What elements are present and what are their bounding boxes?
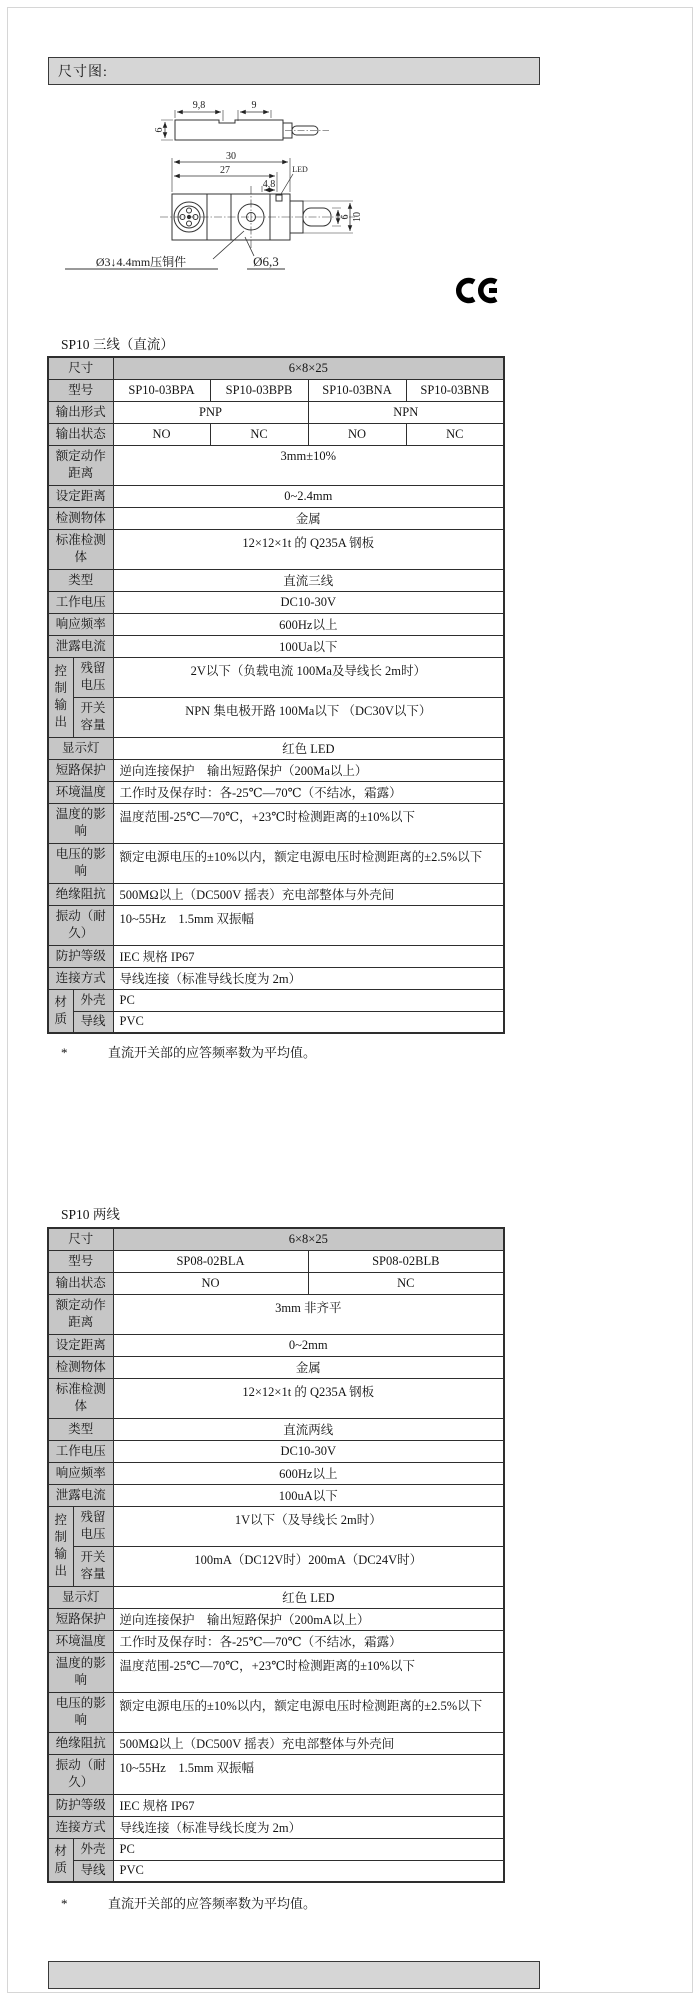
row-value-type: 直流两线 xyxy=(113,1418,504,1440)
row-label-output-state: 输出状态 xyxy=(48,423,113,445)
row-value-detect-object: 金属 xyxy=(113,1356,504,1378)
row-value-size: 6×8×25 xyxy=(113,357,504,379)
row-label-short-protect: 短路保护 xyxy=(48,759,113,781)
row-value-shell: PC xyxy=(113,989,504,1011)
row-label-working-voltage: 工作电压 xyxy=(48,591,113,613)
table1-footnote xyxy=(61,1042,316,1061)
row-value-response-freq: 600Hz以上 xyxy=(113,613,504,635)
dim-9-label: 9 xyxy=(251,100,257,111)
row-value-insulation: 500MΩ以上（DC500V 摇表）充电部整体与外壳间 xyxy=(113,1732,504,1754)
row-value-wire: PVC xyxy=(113,1860,504,1882)
spec-table-sp10-3wire xyxy=(47,356,505,1034)
row-value-ambient-temp: 工作时及保存时：各-25℃—70℃（不结冰，霜露） xyxy=(113,781,504,803)
row-value-ambient-temp: 工作时及保存时：各-25℃—70℃（不结冰，霜露） xyxy=(113,1630,504,1652)
row-label-indicator: 显示灯 xyxy=(48,737,113,759)
row-label-working-voltage: 工作电压 xyxy=(48,1440,113,1462)
output-state-cell: NO xyxy=(113,1272,308,1294)
row-label-short-protect: 短路保护 xyxy=(48,1608,113,1630)
row-value-size: 6×8×25 xyxy=(113,1228,504,1250)
row-label-indicator: 显示灯 xyxy=(48,1586,113,1608)
section-header-dimension-diagram xyxy=(48,57,540,85)
row-label-ambient-temp: 环境温度 xyxy=(48,1630,113,1652)
dim-6-side-label: 6 xyxy=(154,127,165,133)
ce-mark-icon xyxy=(453,275,499,306)
dimension-drawing xyxy=(55,98,495,274)
row-label-response-freq: 响应频率 xyxy=(48,1462,113,1484)
row-value-standard-object: 12×12×1t 的 Q235A 钢板 xyxy=(113,529,504,569)
row-label-leakage-current: 泄露电流 xyxy=(48,1484,113,1506)
row-value-leakage-current: 100uA以下 xyxy=(113,1484,504,1506)
footnote-text: 直流开关部的应答频率数为平均值。 xyxy=(108,1045,317,1060)
group-label-material: 材质 xyxy=(48,1838,73,1882)
row-value-switch-capacity: NPN 集电极开路 100Ma以下 （DC30V以下） xyxy=(113,697,504,737)
group-label-control-output: 控制输出 xyxy=(48,657,73,737)
row-value-vibration: 10~55Hz 1.5mm 双振幅 xyxy=(113,1754,504,1794)
footnote-text: 直流开关部的应答频率数为平均值。 xyxy=(108,1896,317,1911)
row-label-protection: 防护等级 xyxy=(48,1794,113,1816)
row-label-switch-capacity: 开关容量 xyxy=(73,1546,113,1586)
row-label-size: 尺寸 xyxy=(48,1228,113,1250)
row-value-protection: IEC 规格 IP67 xyxy=(113,945,504,967)
output-state-cell: NO xyxy=(113,423,210,445)
row-label-wire: 导线 xyxy=(73,1860,113,1882)
model-cell: SP10-03BPA xyxy=(113,379,210,401)
hole-dimension-label: Ø3↓4.4mm压铜件 xyxy=(95,255,187,269)
group-label-control-output: 控制输出 xyxy=(48,1506,73,1586)
output-state-cell: NC xyxy=(406,423,504,445)
row-value-rated-distance: 3mm±10% xyxy=(113,445,504,485)
row-label-vibration: 振动（耐久） xyxy=(48,905,113,945)
row-label-model: 型号 xyxy=(48,1250,113,1272)
row-value-voltage-effect: 额定电源电压的±10%以内，额定电源电压时检测距离的±2.5%以下 xyxy=(113,1692,504,1732)
dim-9-8-label: 9,8 xyxy=(192,100,206,111)
row-label-set-distance: 设定距离 xyxy=(48,485,113,507)
row-value-shell: PC xyxy=(113,1838,504,1860)
row-value-short-protect: 逆向连接保护 输出短路保护（200Ma以上） xyxy=(113,759,504,781)
row-label-set-distance: 设定距离 xyxy=(48,1334,113,1356)
section-header-next xyxy=(48,1961,540,1989)
row-label-voltage-effect: 电压的影响 xyxy=(48,843,113,883)
model-cell: SP08-02BLB xyxy=(308,1250,504,1272)
row-label-standard-object: 标准检测体 xyxy=(48,529,113,569)
dim-27-label: 27 xyxy=(220,165,230,176)
row-value-temp-effect: 温度范围-25℃—70℃，+23℃时检测距离的±10%以下 xyxy=(113,1652,504,1692)
row-value-indicator: 红色 LED xyxy=(113,737,504,759)
row-label-residual-voltage: 残留电压 xyxy=(73,1506,113,1546)
row-value-set-distance: 0~2.4mm xyxy=(113,485,504,507)
row-value-indicator: 红色 LED xyxy=(113,1586,504,1608)
row-label-leakage-current: 泄露电流 xyxy=(48,635,113,657)
row-label-size: 尺寸 xyxy=(48,357,113,379)
row-value-wire: PVC xyxy=(113,1011,504,1033)
row-label-output-form: 输出形式 xyxy=(48,401,113,423)
row-label-type: 类型 xyxy=(48,1418,113,1440)
row-value-detect-object: 金属 xyxy=(113,507,504,529)
model-cell: SP08-02BLA xyxy=(113,1250,308,1272)
output-state-cell: NO xyxy=(308,423,406,445)
group-label-material: 材质 xyxy=(48,989,73,1033)
row-value-temp-effect: 温度范围-25℃—70℃，+23℃时检测距离的±10%以下 xyxy=(113,803,504,843)
row-value-switch-capacity: 100mA（DC12V时）200mA（DC24V时） xyxy=(113,1546,504,1586)
row-label-detect-object: 检测物体 xyxy=(48,507,113,529)
row-label-wire: 导线 xyxy=(73,1011,113,1033)
diameter-label: Ø6,3 xyxy=(253,254,279,269)
row-value-vibration: 10~55Hz 1.5mm 双振幅 xyxy=(113,905,504,945)
model-cell: SP10-03BNB xyxy=(406,379,504,401)
row-label-switch-capacity: 开关容量 xyxy=(73,697,113,737)
row-value-leakage-current: 100Ua以下 xyxy=(113,635,504,657)
row-value-working-voltage: DC10-30V xyxy=(113,1440,504,1462)
row-value-connection: 导线连接（标准导线长度为 2m） xyxy=(113,1816,504,1838)
table1-title: SP10 三线（直流） xyxy=(61,337,174,352)
sensor-side-view xyxy=(161,110,329,140)
row-label-insulation: 绝缘阻抗 xyxy=(48,883,113,905)
output-state-cell: NC xyxy=(308,1272,504,1294)
row-label-temp-effect: 温度的影响 xyxy=(48,1652,113,1692)
row-label-connection: 连接方式 xyxy=(48,967,113,989)
row-label-shell: 外壳 xyxy=(73,1838,113,1860)
row-label-response-freq: 响应频率 xyxy=(48,613,113,635)
row-value-response-freq: 600Hz以上 xyxy=(113,1462,504,1484)
output-form-cell: PNP xyxy=(113,401,308,423)
row-value-working-voltage: DC10-30V xyxy=(113,591,504,613)
row-label-connection: 连接方式 xyxy=(48,1816,113,1838)
row-value-standard-object: 12×12×1t 的 Q235A 钢板 xyxy=(113,1378,504,1418)
row-label-standard-object: 标准检测体 xyxy=(48,1378,113,1418)
row-label-ambient-temp: 环境温度 xyxy=(48,781,113,803)
footnote-asterisk: * xyxy=(61,1045,68,1060)
row-value-short-protect: 逆向连接保护 输出短路保护（200mA以上） xyxy=(113,1608,504,1630)
footnote-asterisk: * xyxy=(61,1896,68,1911)
row-label-vibration: 振动（耐久） xyxy=(48,1754,113,1794)
row-label-output-state: 输出状态 xyxy=(48,1272,113,1294)
row-label-voltage-effect: 电压的影响 xyxy=(48,1692,113,1732)
row-label-protection: 防护等级 xyxy=(48,945,113,967)
row-value-voltage-effect: 额定电源电压的±10%以内，额定电源电压时检测距离的±2.5%以下 xyxy=(113,843,504,883)
row-value-protection: IEC 规格 IP67 xyxy=(113,1794,504,1816)
row-value-rated-distance: 3mm 非齐平 xyxy=(113,1294,504,1334)
dim-30-label: 30 xyxy=(226,151,236,162)
dim-10-label: 10 xyxy=(352,212,363,222)
dim-6-cable-label: 6 xyxy=(340,214,351,220)
dim-4-8-label: 4,8 xyxy=(262,179,276,190)
table2-footnote xyxy=(61,1893,316,1912)
row-label-model: 型号 xyxy=(48,379,113,401)
row-value-residual-voltage: 1V以下（及导线长 2m时） xyxy=(113,1506,504,1546)
row-label-rated-distance: 额定动作距离 xyxy=(48,445,113,485)
row-label-type: 类型 xyxy=(48,569,113,591)
row-label-insulation: 绝缘阻抗 xyxy=(48,1732,113,1754)
spec-table-sp10-2wire xyxy=(47,1227,505,1883)
sensor-front-view xyxy=(65,158,355,269)
model-cell: SP10-03BNA xyxy=(308,379,406,401)
led-label: LED xyxy=(292,165,308,174)
row-value-insulation: 500MΩ以上（DC500V 摇表）充电部整体与外壳间 xyxy=(113,883,504,905)
row-value-residual-voltage: 2V以下（负载电流 100Ma及导线长 2m时） xyxy=(113,657,504,697)
row-label-rated-distance: 额定动作距离 xyxy=(48,1294,113,1334)
row-value-set-distance: 0~2mm xyxy=(113,1334,504,1356)
model-cell: SP10-03BPB xyxy=(210,379,308,401)
row-value-connection: 导线连接（标准导线长度为 2m） xyxy=(113,967,504,989)
section-header-label: 尺寸图: xyxy=(58,65,108,80)
output-form-cell: NPN xyxy=(308,401,504,423)
row-label-detect-object: 检测物体 xyxy=(48,1356,113,1378)
table2-title: SP10 两线 xyxy=(61,1207,120,1222)
row-label-temp-effect: 温度的影响 xyxy=(48,803,113,843)
row-value-type: 直流三线 xyxy=(113,569,504,591)
output-state-cell: NC xyxy=(210,423,308,445)
row-label-shell: 外壳 xyxy=(73,989,113,1011)
row-label-residual-voltage: 残留电压 xyxy=(73,657,113,697)
